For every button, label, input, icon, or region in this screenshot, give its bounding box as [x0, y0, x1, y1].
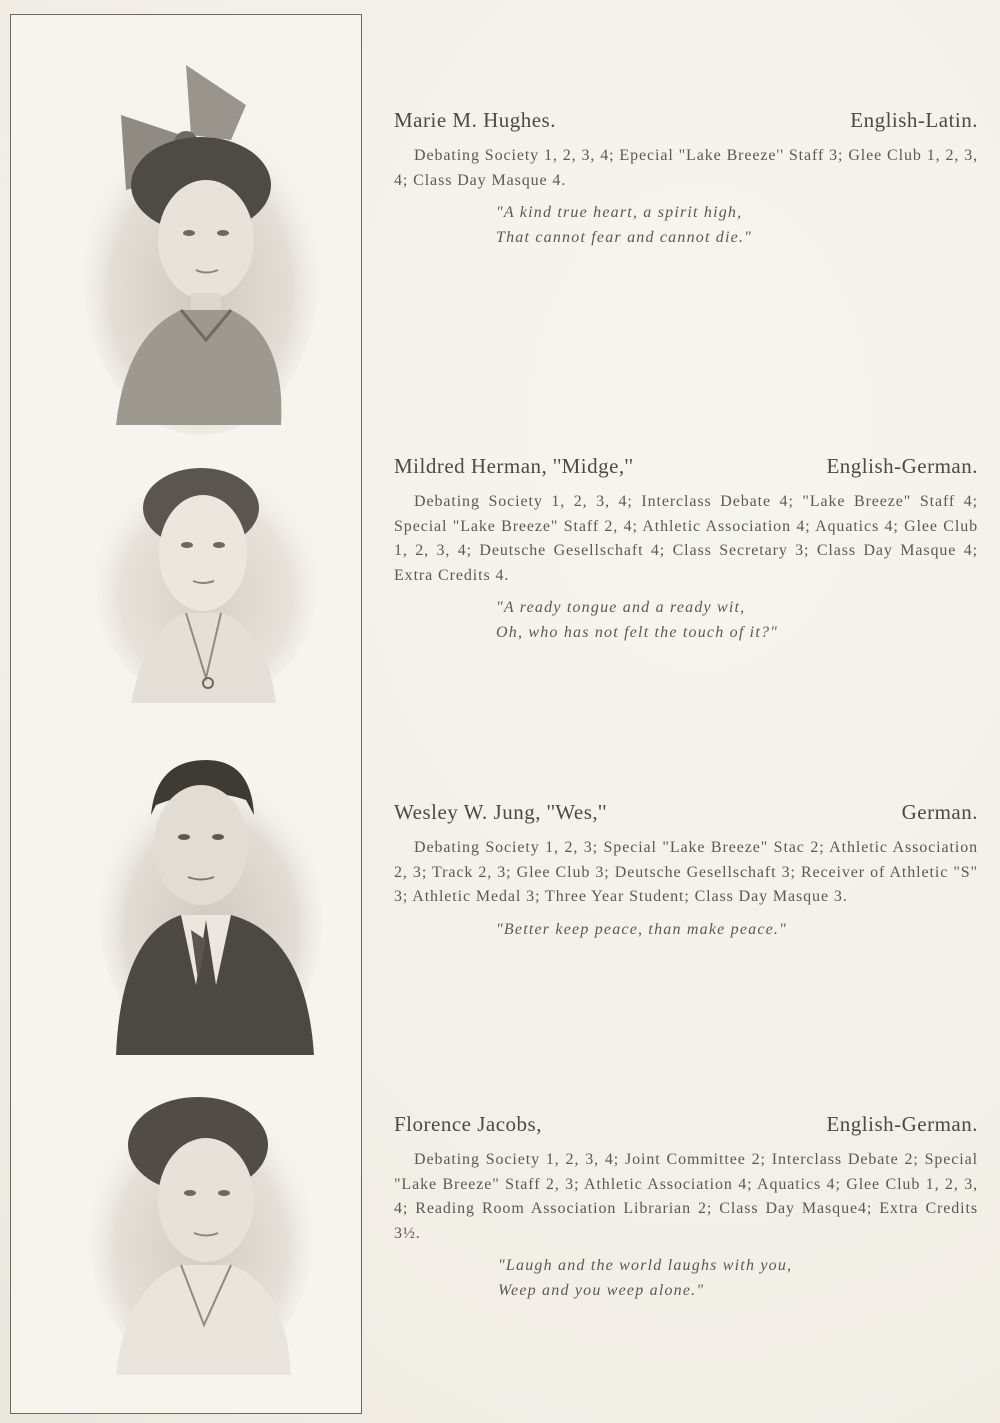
student-entry [394, 1112, 978, 1303]
student-name: Marie M. Hughes. [394, 108, 556, 132]
student-name: Mildred Herman, ''Midge,'' [394, 454, 634, 478]
student-name: Florence Jacobs, [394, 1112, 542, 1136]
activities-text: Debating Society 1, 2, 3; Special "Lake Breeze" Stac 2; Athletic Association 2, 3; Track 2, 3; Glee Club 3; Deutsche Gesellschaft 3; Receiver of Athletic "S" 3; Athletic Medal 3; Three Year Student; Class Day Masque 3. [394, 839, 978, 905]
entry-header [394, 108, 978, 138]
portrait-column [10, 14, 362, 1414]
activities-text: Debating Society 1, 2, 3, 4; Interclass Debate 4; "Lake Breeze" Staff 4; Special "Lake Breeze" Staff 2, 4; Athletic Association 4; Aquatics 4; Glee Club 1, 2, 3, 4; Deutsche Gesellschaft 4; Class Secretary 3; Class Day Masque 4; Extra Credits 4. [394, 493, 978, 584]
quote-line: "Better keep peace, than make peace." [496, 920, 788, 938]
portrait-photo-4 [86, 1085, 316, 1375]
quote-line: That cannot fear and cannot die." [496, 228, 753, 246]
student-entry [394, 800, 978, 942]
portrait-photo-2 [91, 453, 321, 703]
quote [394, 1254, 978, 1303]
activities-text: Debating Society 1, 2, 3, 4; Epecial "Lake Breeze'' Staff 3; Glee Club 1, 2, 3, 4; Class Day Masque 4. [394, 147, 978, 189]
quote [394, 918, 978, 943]
quote [394, 201, 978, 250]
student-entry [394, 108, 978, 250]
portrait-photo-1 [81, 65, 321, 435]
course-name: German. [901, 800, 978, 824]
quote-line: "A ready tongue and a ready wit, [496, 599, 746, 616]
quote [394, 596, 978, 645]
student-name: Wesley W. Jung, ''Wes,'' [394, 800, 607, 824]
course-name: English-Latin. [850, 108, 978, 132]
entry-header [394, 454, 978, 484]
student-entry [394, 454, 978, 645]
quote-line: Oh, who has not felt the touch of it?" [496, 623, 779, 641]
course-name: English-German. [826, 1112, 978, 1136]
quote-line: Weep and you weep alone." [498, 1281, 705, 1299]
course-name: English-German. [826, 454, 978, 478]
activities-text: Debating Society 1, 2, 3, 4; Joint Committee 2; Interclass Debate 2; Special "Lake Breeze" Staff 2, 3; Athletic Association 4; Aquatics 4; Glee Club 1, 2, 3, 4; Reading Room Association Librarian 2; Class Day Masque4; Extra Credits 3½. [394, 1151, 978, 1242]
portrait-photo-3 [96, 745, 326, 1055]
entry-header [394, 1112, 978, 1142]
quote-line: "Laugh and the world laughs with you, [498, 1257, 793, 1274]
quote-line: "A kind true heart, a spirit high, [496, 204, 743, 221]
entry-header [394, 800, 978, 830]
